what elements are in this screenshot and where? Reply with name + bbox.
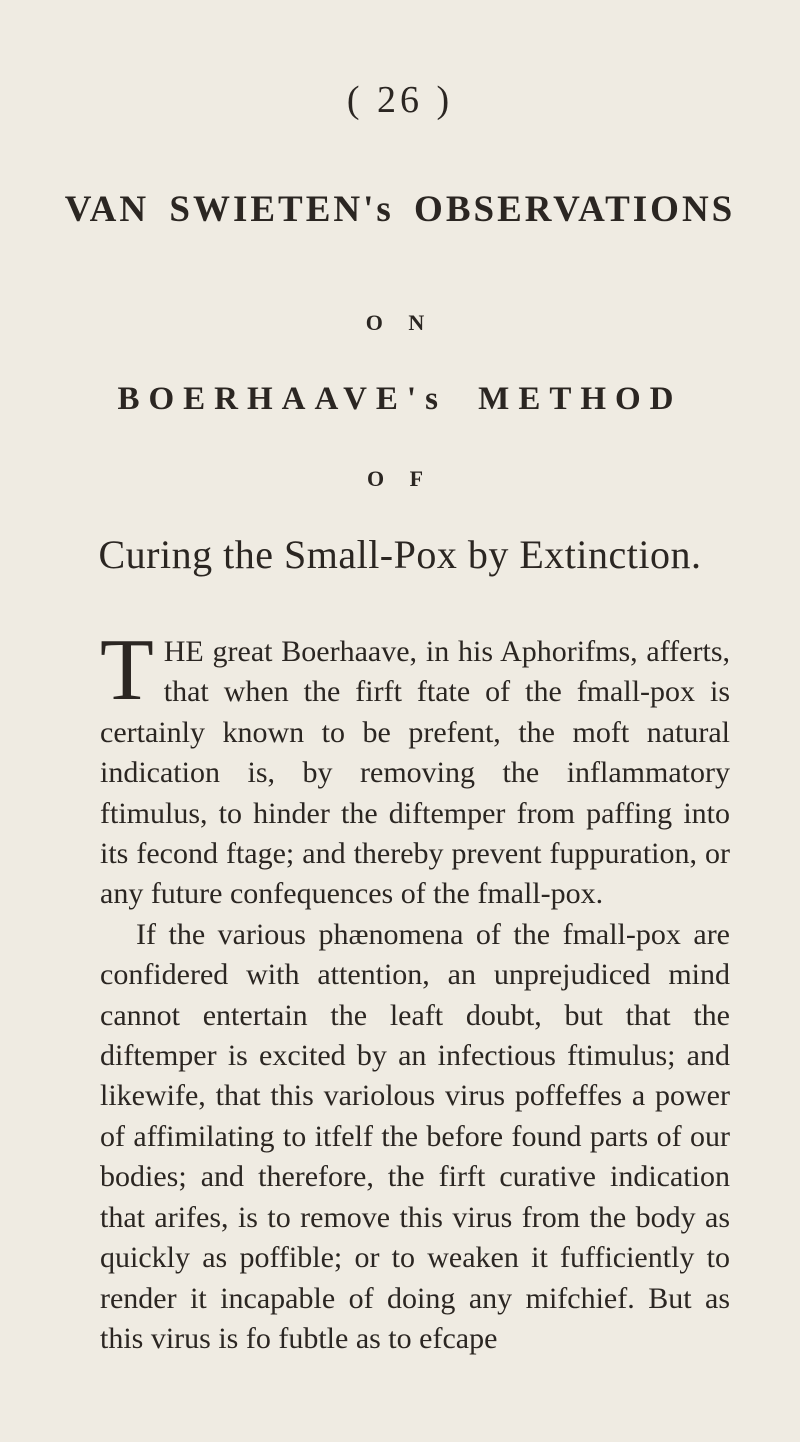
paragraph-1-text: HE great Boerhaave, in his Aphorifms, afferts, that when the firft ftate of the fmall-pox is certainly known to be prefent, the moft natural indication is, by removing the inflammatory ftimulus, to hinder the diftemper from paffing into its fecond ftage; and thereby prevent fuppuration, or any future confequences of the fmall-pox.	[100, 635, 730, 911]
title-on: O N	[365, 310, 435, 335]
title-of: O F	[366, 466, 434, 491]
paragraph-2: If the various phænomena of the fmall-pox are confidered with attention, an unprejudiced mind cannot entertain the leaft doubt, but that the diftemper is excited by an infectious ftimulus; and likewife, that this variolous virus poffeffes a power of affimilating to itfelf the before found parts of our bodies; and therefore, the firft curative indication that arifes, is to remove this virus from the body as quickly as poffible; or to weaken it fufficiently to render it incapable of doing any mifchief. But as this virus is fo fubtle as to efcape	[100, 917, 730, 1355]
subtitle: Curing the Small-Pox by Extinction.	[98, 532, 702, 577]
body-text	[100, 622, 730, 1359]
paragraph-1	[100, 622, 730, 915]
title-method: BOERHAAVE's METHOD	[117, 381, 683, 417]
page-number: ( 26 )	[346, 79, 454, 121]
drop-cap: T	[100, 622, 154, 719]
page-title: VAN SWIETEN's OBSERVATIONS	[64, 189, 736, 230]
